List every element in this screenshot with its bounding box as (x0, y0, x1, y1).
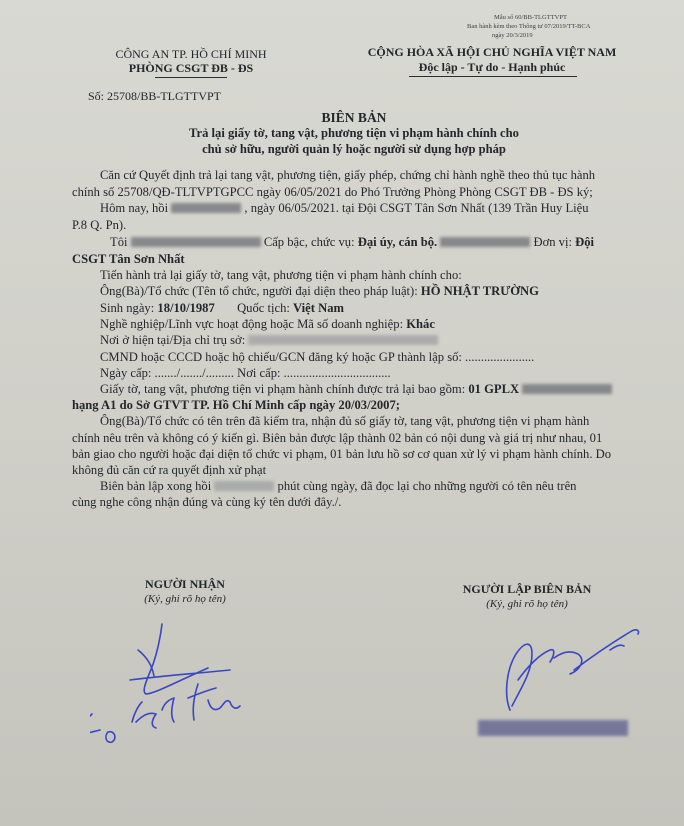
receiver-note: (Ký, ghi rõ họ tên) (144, 593, 226, 605)
basis-line-1: Căn cứ Quyết định trả lại tang vật, phương tiện, giấy phép, chứng chỉ hành nghề theo thủ tục hành (100, 168, 596, 182)
closing-line-2: cùng nghe công nhận đúng và cùng ký tên dưới đây./. (72, 495, 342, 509)
owner-label: Ông(Bà)/Tổ chức (Tên tổ chức, người đại diện theo pháp luật): (100, 284, 418, 298)
closing-suffix: phút cùng ngày, đã đọc lại cho những người có tên nêu trên (277, 479, 577, 493)
form-ref-3: ngày 20/3/2019 (492, 32, 533, 39)
document-number: Số: 25708/BB-TLGTTVPT (88, 89, 222, 103)
right-divider (409, 76, 577, 77)
items-line (100, 382, 612, 397)
check-line-3: bản giao cho người hoặc đại diện tổ chức vi phạm, 01 bản lưu hồ sơ cơ quan xử lý vi phạm hành chính. Do (72, 447, 612, 461)
unit-label: Đơn vị: (533, 235, 572, 249)
items-value: 01 GPLX (468, 382, 520, 396)
today-line-2: P.8 Q. Pn). (72, 218, 127, 232)
today-line (100, 201, 589, 216)
redacted-officer-name-2 (440, 237, 530, 247)
receiver-signature-icon (90, 610, 300, 770)
agency-name: CÔNG AN TP. HỒ CHÍ MINH (115, 47, 267, 61)
items-prefix: Giấy tờ, tang vật, phương tiện vi phạm hành chính được trả lại bao gồm: (100, 382, 466, 396)
left-divider (155, 77, 227, 78)
creator-signature-icon (470, 610, 670, 730)
form-ref-2: Ban hành kèm theo Thông tư 07/2019/TT-BCA (467, 23, 591, 30)
basis-line-2: chính số 25708/QĐ-TLTVPTGPCC ngày 06/05/2021 do Phó Trưởng Phòng Phòng CSGT ĐB - ĐS ký; (72, 185, 593, 199)
check-line-1: Ông(Bà)/Tổ chức có tên trên đã kiểm tra, nhận đủ số giấy tờ, tang vật, phương tiện vi phạm hành (100, 414, 590, 428)
nation-name: CỘNG HÒA XÃ HỘI CHỦ NGHĨA VIỆT NAM (367, 45, 617, 59)
nation-motto: Độc lập - Tự do - Hạnh phúc (418, 60, 566, 74)
nationality-value: Việt Nam (293, 301, 344, 315)
address-label: Nơi ở hiện tại/Địa chỉ trụ sở: (100, 333, 246, 347)
issue-line: Ngày cấp: ......./......./......... Nơi cấp: .................................. (100, 366, 391, 380)
rank-value: Đại úy, cán bộ. (357, 235, 438, 249)
form-ref-1: Mẫu số 60/BB-TLGTTVPT (494, 14, 567, 21)
creator-title: NGƯỜI LẬP BIÊN BẢN (462, 582, 592, 596)
rank-label: Cấp bậc, chức vụ: (263, 235, 355, 249)
closing-prefix: Biên bản lập xong hồi (100, 479, 212, 493)
dob-value: 18/10/1987 (157, 301, 215, 315)
unit-value-b: CSGT Tân Sơn Nhất (72, 252, 185, 266)
redacted-officer-name (131, 237, 261, 247)
document-subtitle-1: Trả lại giấy tờ, tang vật, phương tiện vi phạm hành chính cho (189, 126, 519, 140)
check-line-4: không đủ căn cứ ra quyết định xử phạt (72, 463, 267, 477)
check-line-2: chính nêu trên và không có ý kiến gì. Biên bản được lập thành 02 bản có nội dung và giá trị như nhau, 01 (72, 431, 603, 445)
document-subtitle-2: chủ sở hữu, người quản lý hoặc người sử dụng hợp pháp (202, 142, 506, 156)
today-prefix: Hôm nay, hồi (100, 201, 169, 215)
unit-value-a: Đội (575, 235, 595, 249)
dob-line (100, 301, 344, 316)
redacted-address (248, 335, 438, 345)
receiver-title: NGƯỜI NHẬN (145, 577, 225, 591)
redacted-license-number (522, 384, 612, 394)
creator-name-redacted (478, 720, 628, 740)
redacted-closing-time (214, 481, 274, 491)
closing-line-1 (100, 479, 576, 494)
job-label: Nghề nghiệp/Lĩnh vực hoạt động hoặc Mã số doanh nghiệp: (100, 317, 404, 331)
today-suffix: , ngày 06/05/2021. tại Đội CSGT Tân Sơn Nhất (139 Trần Huy Liệu (244, 201, 589, 215)
owner-value: HỒ NHẬT TRƯỜNG (420, 284, 539, 298)
owner-line (100, 284, 539, 299)
officer-line (110, 235, 594, 250)
document-title: BIÊN BẢN (321, 110, 387, 125)
redacted-time (171, 203, 241, 213)
job-line (100, 317, 435, 332)
nationality-label: Quốc tịch: (237, 301, 290, 315)
officer-prefix: Tôi (110, 235, 128, 249)
dob-label: Sinh ngày: (100, 301, 155, 315)
proceed-line: Tiến hành trả lại giấy tờ, tang vật, phương tiện vi phạm hành chính cho: (100, 268, 462, 282)
address-line (100, 333, 438, 348)
id-line: CMND hoặc CCCD hoặc hộ chiếu/GCN đăng ký hoặc GP thành lập số: ...................... (100, 350, 535, 364)
department-name: PHÒNG CSGT ĐB - ĐS (128, 61, 254, 75)
creator-note: (Ký, ghi rõ họ tên) (486, 598, 568, 610)
job-value: Khác (406, 317, 435, 331)
items-line-2: hạng A1 do Sở GTVT TP. Hồ Chí Minh cấp ngày 20/03/2007; (72, 398, 400, 412)
